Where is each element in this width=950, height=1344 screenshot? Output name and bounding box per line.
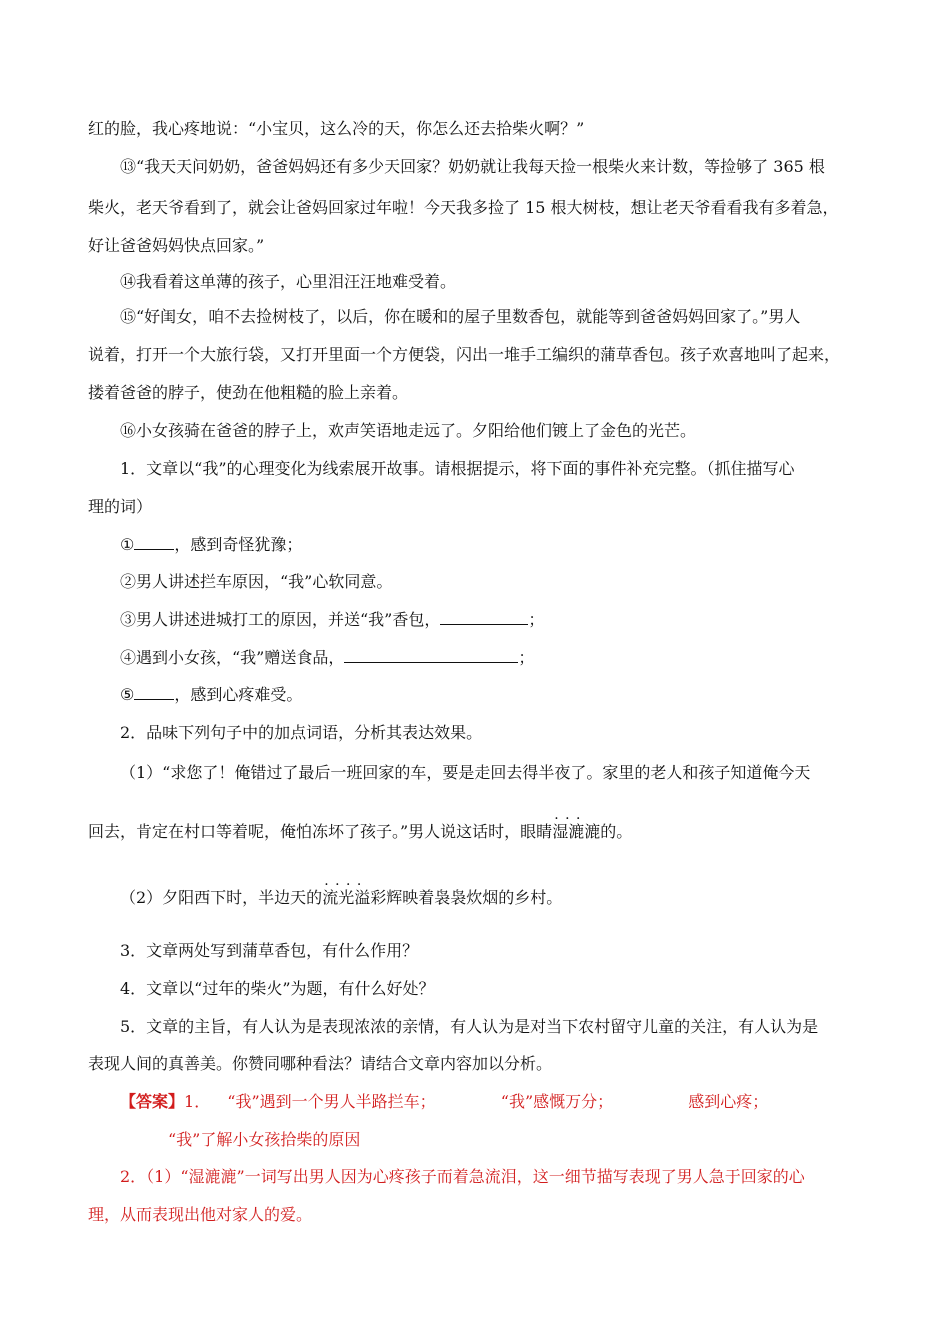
answer-blank [344,646,518,663]
story-paragraph-13-line2: 柴火，老天爷看到了，就会让爸妈回家过年啦！今天我多捡了 15 根大树枝，想让老天爷看看我有多着急， [88,198,839,217]
answer-2-line2: 理，从而表现出他对家人的爱。 [88,1205,313,1224]
answer-blank [134,533,174,550]
question-5-line1: 5．文章的主旨，有人认为是表现浓浓的亲情，有人认为是对当下农村留守儿童的关注，有人认为是 [120,1017,819,1036]
item-text: ④遇到小女孩，“我”赠送食品， [120,648,345,667]
sentence-text-end: 的。 [600,822,633,841]
answer-number: 1． [184,1092,211,1111]
dotted-word: · · · · 流光溢彩 [322,886,386,910]
sentence-text: 回去，肯定在村口等着呢，俺怕冻坏了孩子。”男人说这话时，眼睛 [88,822,553,841]
story-paragraph-13-line1: ⑬“我天天问奶奶，爸爸妈妈还有多少天回家？奶奶就让我每天捡一根柴火来计数，等捡够了 365 根 [120,157,825,176]
story-paragraph-15-line3: 搂着爸爸的脖子，使劲在他粗糙的脸上亲着。 [88,383,409,402]
question-1-line2: 理的词） [88,497,153,516]
story-paragraph-15-line2: 说着，打开一个大旅行袋，又打开里面一个方便袋，闪出一堆手工编织的蒲草香包。孩子欢喜地叫了起来， [88,345,841,364]
question-2-1-line1: （1）“求您了！俺错过了最后一班回家的车，要是走回去得半夜了。家里的老人和孩子知道俺今天 [120,763,811,782]
item-number: ⑤ [120,685,135,704]
story-paragraph-12-tail: 红的脸，我心疼地说：“小宝贝，这么冷的天，你怎么还去拾柴火啊？” [88,119,585,138]
story-paragraph-16: ⑯小女孩骑在爸爸的脖子上，欢声笑语地走远了。夕阳给他们镀上了金色的光芒。 [120,421,697,440]
item-text: ，感到奇怪犹豫； [174,535,303,554]
question-5-line2: 表现人间的真善美。你赞同哪种看法？请结合文章内容加以分析。 [88,1054,553,1073]
question-2-1-line2 [88,820,862,844]
answer-1-line1 [120,1090,862,1114]
story-paragraph-15-line1: ⑮“好闺女，咱不去捡树枝了，以后，你在暖和的屋子里数香包，就能等到爸爸妈妈回家了。”男人 [120,307,801,326]
question-1-item-2: ②男人讲述拦车原因，“我”心软同意。 [120,572,393,591]
item-end: ； [518,648,535,667]
dotted-word: · · · 湿漉漉 [552,820,600,844]
answer-blank [440,608,528,625]
item-text: ③男人讲述进城打工的原因，并送“我”香包， [120,610,441,629]
question-4: 4．文章以“过年的柴火”为题，有什么好处？ [120,979,435,998]
sentence-text-end: 辉映着袅袅炊烟的乡村。 [386,888,563,907]
item-end: ； [528,610,545,629]
item-number: ① [120,535,135,554]
answer-part-3: 感到心疼； [688,1092,769,1111]
story-paragraph-14: ⑭我看着这单薄的孩子，心里泪汪汪地难受着。 [120,272,457,291]
item-text: ，感到心疼难受。 [174,685,303,704]
question-1-item-1 [120,533,862,557]
question-1-line1: 1．文章以“我”的心理变化为线索展开故事。请根据提示，将下面的事件补充完整。（抓住描写心 [120,459,795,478]
question-1-item-5 [120,683,862,707]
question-3: 3．文章两处写到蒲草香包，有什么作用？ [120,941,419,960]
story-paragraph-13-line3: 好让爸爸妈妈快点回家。” [88,236,265,255]
question-1-item-4 [120,646,862,670]
answer-tag: 【答案】 [120,1092,185,1111]
answer-part-2: “我”感慨万分； [500,1092,614,1111]
sentence-text: （2）夕阳西下时，半边天的 [120,888,323,907]
answer-part-1: “我”遇到一个男人半路拦车； [227,1092,436,1111]
answer-2-line1: 2．（1）“湿漉漉”一词写出男人因为心疼孩子而着急流泪，这一细节描写表现了男人急于回家的心 [120,1167,805,1186]
answer-blank [134,683,174,700]
answer-1-line2: “我”了解小女孩拾柴的原因 [168,1130,361,1149]
question-1-item-3 [120,608,862,632]
question-2: 2．品味下列句子中的加点词语，分析其表达效果。 [120,723,483,742]
question-2-2 [120,886,862,910]
